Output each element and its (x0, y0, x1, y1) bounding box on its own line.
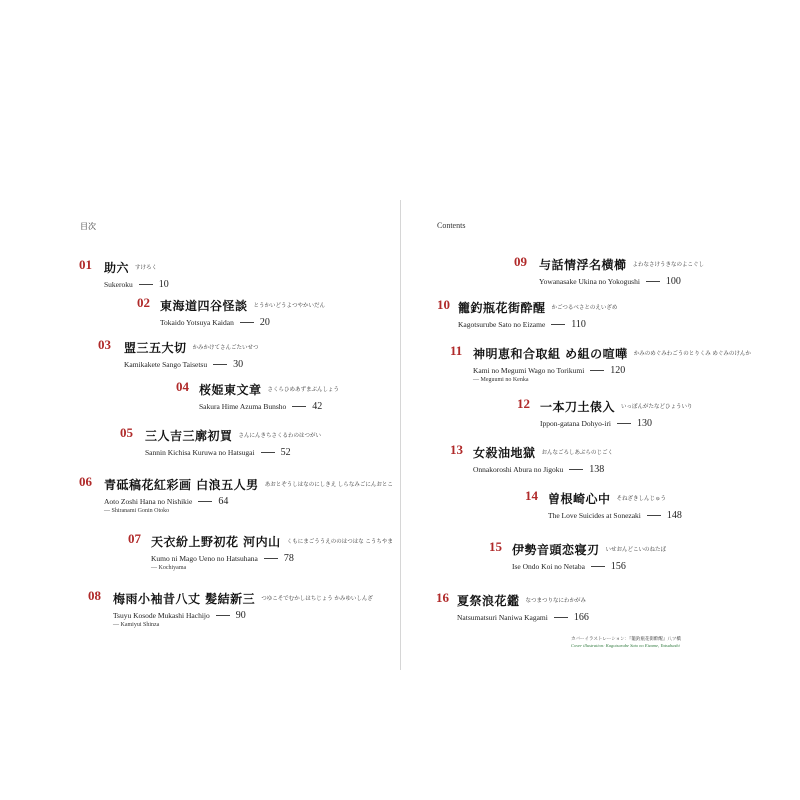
entry-romaji: Ise Ondo Koi no Netaba (512, 562, 585, 571)
entry-body (540, 396, 693, 429)
entry-reading: かごつるべさとのえいざめ (551, 305, 618, 311)
entry-romaji: Tsuyu Kosode Mukashi Hachijo (113, 611, 210, 620)
entry-title: 女殺油地獄 (473, 446, 536, 460)
entry-reading: あおとぞうしはなのにしきえ しらなみごにんおとこ (264, 482, 393, 488)
entry-page-number: 64 (218, 496, 229, 507)
entry-romaji-line (539, 276, 704, 287)
entry-body (199, 379, 339, 412)
entry-page-number: 156 (610, 561, 626, 572)
entry-page-number: 10 (158, 279, 169, 290)
entry-number: 15 (489, 539, 502, 554)
entry-body (473, 343, 751, 383)
entry-title: 三人吉三廓初買 (145, 429, 233, 443)
leader-dash (213, 364, 227, 365)
entry-subtitle: — Shiranami Gonin Otoko (104, 508, 170, 514)
entry-romaji-line (199, 401, 339, 412)
left-page-header: 目次 (80, 222, 96, 231)
entry-title: 桜姫東文章 (199, 383, 262, 397)
entry-reading: とうかいどうよつやかいだん (253, 303, 326, 309)
leader-dash (139, 284, 153, 285)
entry-title: 天衣紛上野初花 河内山 (151, 535, 281, 549)
entry-title: 伊勢音頭恋寝刃 (512, 543, 600, 557)
entry-number: 13 (450, 442, 463, 457)
entry-romaji: Kagotsurube Sato no Eizame (458, 320, 546, 329)
entry-subtitle: — Kochiyama (151, 565, 187, 571)
entry-reading: いっぽんがたなどひょういり (621, 404, 693, 410)
entry-number: 01 (79, 257, 92, 272)
entry-romaji: The Love Suicides at Sonezaki (548, 511, 641, 520)
entry-page-number: 30 (233, 359, 244, 370)
leader-dash (569, 469, 583, 470)
entry-reading: すけろく (135, 265, 158, 271)
entry-reading: いせおんどこいのねたば (605, 547, 667, 553)
entry-number: 09 (514, 254, 527, 269)
entry-romaji: Ippon-gatana Dohyo-iri (540, 419, 612, 428)
entry-page-number: 130 (637, 418, 653, 429)
entry-body (104, 257, 169, 290)
leader-dash (591, 566, 605, 567)
leader-dash (261, 452, 275, 453)
entry-number: 16 (436, 590, 449, 605)
entry-title: 籠釣瓶花街酔醒 (458, 301, 546, 315)
entry-page-number: 90 (235, 610, 246, 621)
entry-subtitle: — Kamiyui Shinza (113, 622, 160, 628)
entry-number: 03 (98, 337, 111, 352)
leader-dash (590, 370, 604, 371)
leader-dash (646, 281, 660, 282)
entry-body (512, 539, 666, 572)
entry-body (124, 337, 259, 370)
entry-body (145, 425, 321, 458)
entry-body (151, 531, 393, 571)
entry-number: 02 (137, 295, 150, 310)
entry-reading: そねざきしんじゅう (616, 496, 667, 502)
entry-romaji-line (160, 317, 325, 328)
entry-title: 神明恵和合取組 め組の喧嘩 (473, 347, 628, 361)
cover-credit (571, 637, 681, 649)
leader-dash (647, 515, 661, 516)
entry-romaji-line (458, 319, 617, 330)
leader-dash (617, 423, 631, 424)
leader-dash (551, 324, 565, 325)
cover-credit-en: Cover illustration: Kagotsurube Sato no Eizame, Yatsuhashi (571, 643, 680, 648)
entry-reading: さくらひめあずまぶんしょう (267, 387, 340, 393)
entry-romaji: Kumo ni Mago Ueno no Hatsuhana (151, 554, 258, 563)
entry-romaji-line (145, 447, 321, 458)
entry-reading: なつまつりなにわかがみ (525, 598, 587, 604)
entry-romaji-line (540, 418, 693, 429)
entry-romaji-line (124, 359, 259, 370)
entry-number: 08 (88, 588, 101, 603)
entry-page-number: 110 (571, 319, 586, 330)
entry-number: 06 (79, 474, 92, 489)
leader-dash (554, 617, 568, 618)
entry-body (458, 297, 617, 330)
entry-romaji: Kamikakete Sango Taisetsu (124, 360, 208, 369)
entry-romaji: Sannin Kichisa Kuruwa no Hatsugai (145, 448, 255, 457)
entry-page-number: 42 (312, 401, 323, 412)
entry-romaji-line (473, 464, 613, 475)
entry-romaji-line (512, 561, 666, 572)
entry-reading: よわなさけうきなのよこぐし (632, 262, 705, 268)
page-gutter (400, 200, 401, 670)
entry-romaji-line (113, 610, 373, 621)
entry-romaji: Tokaido Yotsuya Kaidan (160, 318, 234, 327)
entry-body (548, 488, 682, 521)
entry-number: 04 (176, 379, 189, 394)
entry-body (457, 590, 589, 623)
entry-page-number: 52 (280, 447, 291, 458)
entry-number: 05 (120, 425, 133, 440)
entry-reading: つゆこそでむかしはちじょう かみゆいしんざ (261, 596, 373, 602)
entry-number: 07 (128, 531, 141, 546)
entry-reading: かみのめぐみわごうのとりくみ めぐみのけんか (633, 351, 751, 357)
entry-body (160, 295, 325, 328)
entry-reading: さんにんきちさくるわのはつがい (238, 433, 322, 439)
entry-page-number: 20 (259, 317, 270, 328)
entry-page-number: 78 (283, 553, 294, 564)
entry-romaji-line (104, 496, 393, 507)
entry-title: 青砥稿花紅彩画 白浪五人男 (104, 478, 259, 492)
entry-title: 夏祭浪花鑑 (457, 594, 520, 608)
entry-body (113, 588, 373, 628)
entry-title: 助六 (104, 261, 130, 275)
entry-number: 14 (525, 488, 538, 503)
entry-romaji-line (473, 365, 751, 376)
entry-romaji-line (457, 612, 589, 623)
entry-reading: かみかけてさんごたいせつ (192, 345, 259, 351)
entry-romaji: Kami no Megumi Wago no Torikumi (473, 366, 585, 375)
entry-body (473, 442, 613, 475)
entry-romaji-line (548, 510, 682, 521)
entry-page-number: 166 (573, 612, 589, 623)
entry-page-number: 100 (665, 276, 681, 287)
entry-title: 与話情浮名横櫛 (539, 258, 627, 272)
entry-romaji: Sukeroku (104, 280, 133, 289)
entry-title: 一本刀土俵入 (540, 400, 616, 414)
leader-dash (292, 406, 306, 407)
entry-title: 曽根崎心中 (548, 492, 611, 506)
entry-romaji: Natsumatsuri Naniwa Kagami (457, 613, 548, 622)
entry-body (539, 254, 704, 287)
entry-title: 梅雨小袖昔八丈 髪結新三 (113, 592, 256, 606)
entry-number: 12 (517, 396, 530, 411)
entry-title: 盟三五大切 (124, 341, 187, 355)
entry-romaji: Sakura Hime Azuma Bunsho (199, 402, 287, 411)
cover-credit-jp: カバーイラストレーション：『籠釣瓶花街酔醒』八ツ橋 (571, 637, 681, 642)
entry-romaji: Onnakoroshi Abura no Jigoku (473, 465, 564, 474)
entry-body (104, 474, 393, 514)
entry-page-number: 148 (666, 510, 682, 521)
entry-reading: くもにまごううえののはつはな こうちやま (286, 539, 393, 545)
leader-dash (264, 558, 278, 559)
entry-romaji: Yowanasake Ukina no Yokogushi (539, 277, 640, 286)
entry-subtitle: — Meguumi no Kenka (473, 377, 529, 383)
leader-dash (198, 501, 212, 502)
entry-page-number: 120 (610, 365, 626, 376)
entry-page-number: 138 (589, 464, 605, 475)
entry-number: 11 (450, 343, 463, 358)
entry-reading: おんなごろしあぶらのじごく (541, 450, 614, 456)
right-page-header: Contents (437, 221, 466, 230)
leader-dash (240, 322, 254, 323)
entry-romaji-line (104, 279, 169, 290)
entry-romaji: Aoto Zoshi Hana no Nishikie (104, 497, 193, 506)
leader-dash (216, 615, 230, 616)
entry-title: 東海道四谷怪談 (160, 299, 248, 313)
entry-number: 10 (437, 297, 450, 312)
entry-romaji-line (151, 553, 393, 564)
